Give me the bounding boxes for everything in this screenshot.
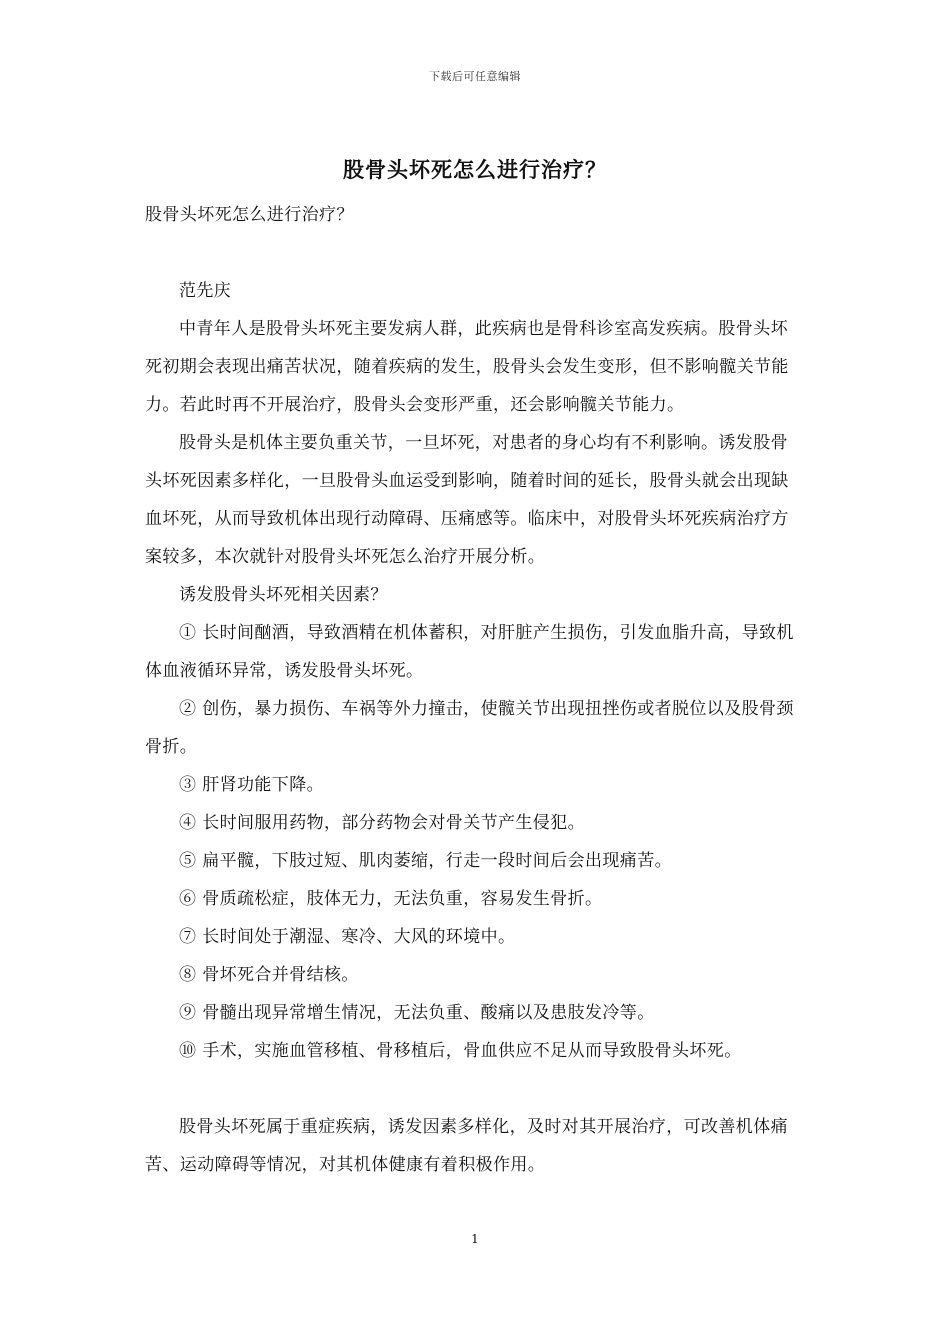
factor-item-7: ⑦ 长时间处于潮湿、寒冷、大风的环境中。 — [179, 927, 516, 947]
factor-item-5: ⑤ 扁平髋，下肢过短、肌肉萎缩，行走一段时间后会出现痛苦。 — [179, 851, 673, 871]
document-subtitle: 股骨头坏死怎么进行治疗？ — [145, 205, 354, 225]
paragraph-intro: 中青年人是股骨头坏死主要发病人群，此疾病也是骨科诊室高发疾病。股骨头坏死初期会表现出痛苦状况，随着疾病的发生，股骨头会发生变形，但不影响髋关节能力。若此时再不开展治疗，股骨头会变形严重，还会影响髋关节能力。 — [145, 319, 789, 415]
factors-heading: 诱发股骨头坏死相关因素？ — [179, 585, 388, 605]
factor-item-8: ⑧ 骨坏死合并骨结核。 — [179, 965, 359, 985]
factor-item-10: ⑩ 手术，实施血管移植、骨移植后，骨血供应不足从而导致股骨头坏死。 — [179, 1041, 742, 1061]
author-name: 范先庆 — [179, 281, 232, 301]
page-number: 1 — [471, 1232, 479, 1246]
factor-item-1: ① 长时间酗酒，导致酒精在机体蓄积，对肝脏产生损伤，引发血脂升高，导致机体血液循环异常，诱发股骨头坏死。 — [145, 623, 794, 681]
factor-item-4: ④ 长时间服用药物，部分药物会对骨关节产生侵犯。 — [179, 813, 586, 833]
page-title: 股骨头坏死怎么进行治疗？ — [343, 157, 607, 182]
factor-item-6: ⑥ 骨质疏松症，肢体无力，无法负重，容易发生骨折。 — [179, 889, 603, 909]
document-body — [145, 196, 805, 1184]
factor-item-3: ③ 肝肾功能下降。 — [179, 775, 325, 795]
blank-line — [145, 1070, 805, 1108]
factor-item-9: ⑨ 骨髓出现异常增生情况，无法负重、酸痛以及患肢发冷等。 — [179, 1003, 655, 1023]
header-note: 下载后可任意编辑 — [429, 70, 521, 83]
paragraph-background: 股骨头是机体主要负重关节，一旦坏死，对患者的身心均有不利影响。诱发股骨头坏死因素多样化，一旦股骨头血运受到影响，随着时间的延长，股骨头就会出现缺血坏死，从而导致机体出现行动障碍、压痛感等。临床中，对股骨头坏死疾病治疗方案较多，本次就针对股骨头坏死怎么治疗开展分析。 — [145, 433, 789, 567]
blank-line — [145, 234, 805, 272]
paragraph-conclusion: 股骨头坏死属于重症疾病，诱发因素多样化，及时对其开展治疗，可改善机体痛苦、运动障碍等情况，对其机体健康有着积极作用。 — [145, 1117, 788, 1175]
factor-item-2: ② 创伤，暴力损伤、车祸等外力撞击，使髋关节出现扭挫伤或者脱位以及股骨颈骨折。 — [145, 699, 794, 757]
